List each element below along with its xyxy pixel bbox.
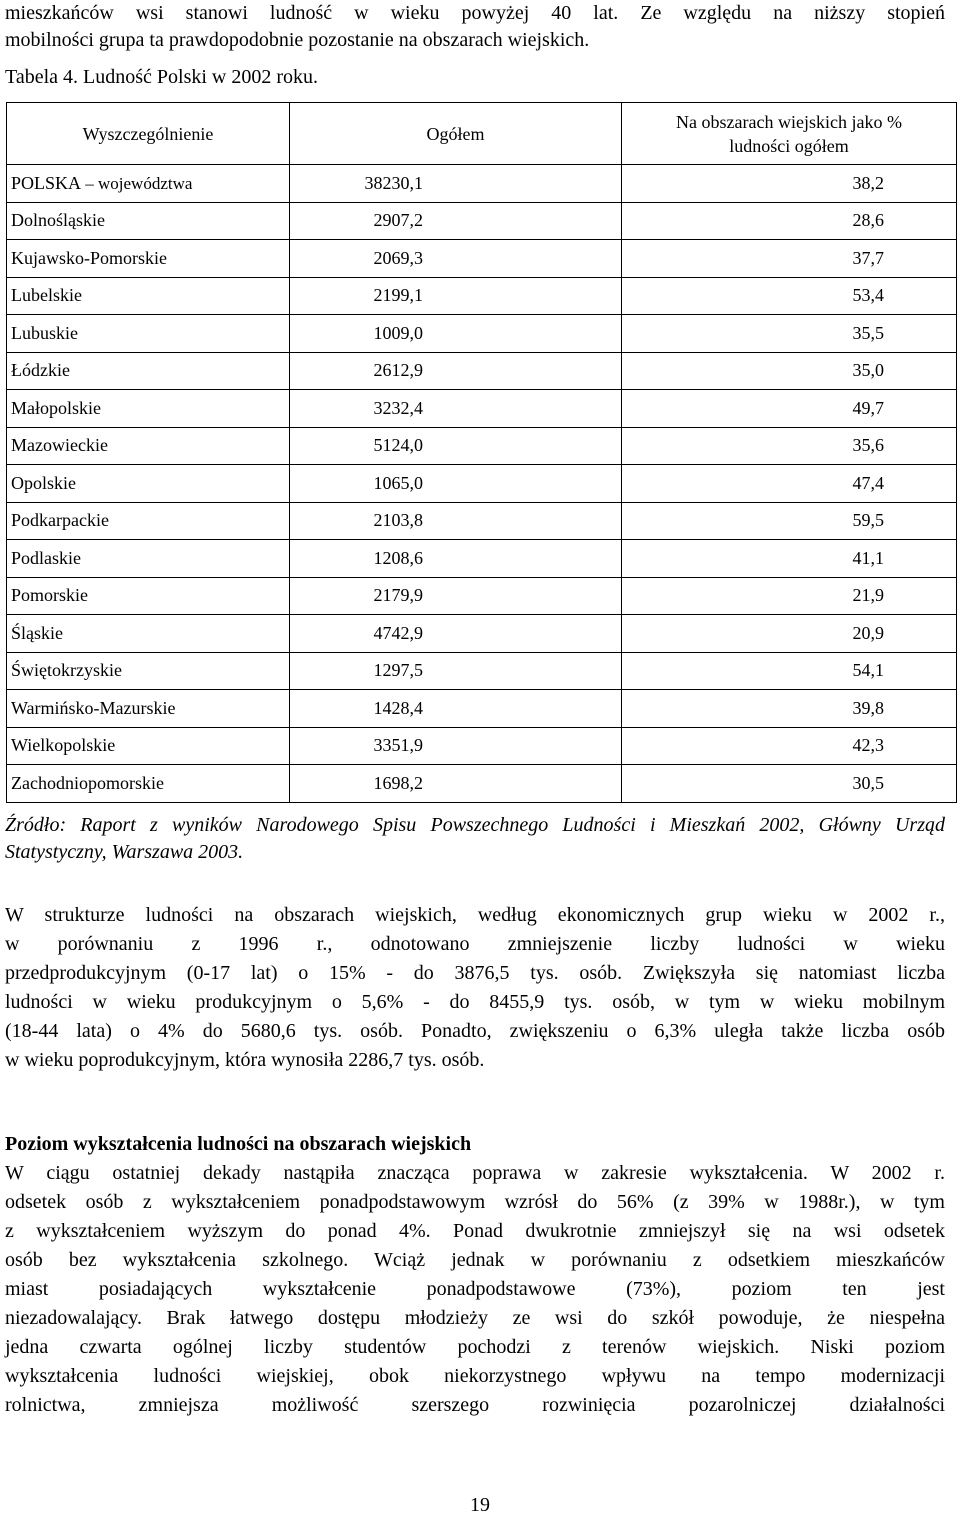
- row-total-value: 1698,2: [290, 765, 622, 803]
- table-header-row: [7, 103, 957, 165]
- paragraph1-line: w wieku poprodukcyjnym, która wynosiła 2286,7 tys. osób.: [5, 1049, 485, 1071]
- paragraph-age-structure: [5, 901, 945, 1075]
- row-label: Warmińsko-Mazurskie: [7, 690, 290, 728]
- paragraph2-line: miast posiadających wykształcenie ponadpodstawowe (73%), poziom ten jest: [5, 1278, 945, 1300]
- row-total-value: 1428,4: [290, 690, 622, 728]
- row-total-value: 4742,9: [290, 615, 622, 653]
- row-total-value: 38230,1: [290, 165, 622, 203]
- row-label: Wielkopolskie: [7, 727, 290, 765]
- row-total-value: 1009,0: [290, 315, 622, 353]
- row-total-value: 1297,5: [290, 652, 622, 690]
- row-rural-percent: 39,8: [622, 690, 957, 728]
- row-rural-percent: 21,9: [622, 577, 957, 615]
- table-row: [7, 427, 957, 465]
- source-line-1: Źródło: Raport z wyników Narodowego Spisu Powszechnego Ludności i Mieszkań 2002, Główny Urząd: [5, 814, 945, 836]
- paragraph-education: [5, 1159, 945, 1420]
- row-rural-percent: 49,7: [622, 390, 957, 428]
- row-label: Kujawsko-Pomorskie: [7, 240, 290, 278]
- row-rural-percent: 20,9: [622, 615, 957, 653]
- row-label: Podkarpackie: [7, 502, 290, 540]
- row-rural-percent: 28,6: [622, 202, 957, 240]
- row-rural-percent: 35,5: [622, 315, 957, 353]
- row-total-value: 2907,2: [290, 202, 622, 240]
- row-label: Dolnośląskie: [7, 202, 290, 240]
- row-label: Małopolskie: [7, 390, 290, 428]
- row-rural-percent: 59,5: [622, 502, 957, 540]
- row-label: Mazowieckie: [7, 427, 290, 465]
- row-total-value: 3232,4: [290, 390, 622, 428]
- paragraph1-line: ludności w wieku produkcyjnym o 5,6% - do 8455,9 tys. osób, w tym w wieku mobilnym: [5, 991, 945, 1013]
- header-rural-percent: [622, 103, 957, 165]
- header-description: Wyszczególnienie: [7, 103, 290, 165]
- row-label: Łódzkie: [7, 352, 290, 390]
- paragraph1-line: W strukturze ludności na obszarach wiejskich, według ekonomicznych grup wieku w 2002 r.,: [5, 904, 945, 926]
- paragraph2-line: osób bez wykształcenia szkolnego. Wciąż jednak w porównaniu z odsetkiem mieszkańców: [5, 1249, 945, 1271]
- population-table: [6, 102, 957, 803]
- table-row: [7, 577, 957, 615]
- table-row: [7, 277, 957, 315]
- row-rural-percent: 35,0: [622, 352, 957, 390]
- paragraph2-line: z wykształceniem wyższym do ponad 4%. Ponad dwukrotnie zmniejszył się na wsi odsetek: [5, 1220, 945, 1242]
- table-row: [7, 352, 957, 390]
- table-source-note: [5, 812, 945, 866]
- paragraph2-line: niezadowalający. Brak łatwego dostępu młodzieży ze wsi do szkół powoduje, że niespełna: [5, 1307, 945, 1329]
- row-label: Opolskie: [7, 465, 290, 503]
- table-row: [7, 465, 957, 503]
- row-rural-percent: 30,5: [622, 765, 957, 803]
- row-label: Świętokrzyskie: [7, 652, 290, 690]
- row-rural-percent: 38,2: [622, 165, 957, 203]
- paragraph1-line: w porównaniu z 1996 r., odnotowano zmniejszenie liczby ludności w wieku: [5, 933, 945, 955]
- row-total-value: 2199,1: [290, 277, 622, 315]
- row-total-value: 2179,9: [290, 577, 622, 615]
- paragraph2-line: rolnictwa, zmniejsza możliwość szerszego rozwinięcia pozarolniczej działalności: [5, 1394, 945, 1416]
- table-row: [7, 690, 957, 728]
- row-label: Śląskie: [7, 615, 290, 653]
- row-total-value: 3351,9: [290, 727, 622, 765]
- row-label: Pomorskie: [7, 577, 290, 615]
- row-rural-percent: 47,4: [622, 465, 957, 503]
- paragraph2-line: odsetek osób z wykształceniem ponadpodstawowym wzrósł do 56% (z 39% w 1988r.), w tym: [5, 1191, 945, 1213]
- row-rural-percent: 42,3: [622, 727, 957, 765]
- table-row-total: [7, 165, 957, 203]
- header-total: Ogółem: [290, 103, 622, 165]
- row-label: Lubelskie: [7, 277, 290, 315]
- table-row: [7, 615, 957, 653]
- intro-line-2: mobilności grupa ta prawdopodobnie pozostanie na obszarach wiejskich.: [5, 29, 590, 51]
- paragraph2-line: jedna czwarta ogólnej liczby studentów pochodzi z terenów wiejskich. Niski poziom: [5, 1336, 945, 1358]
- row-total-value: 1065,0: [290, 465, 622, 503]
- paragraph2-line: W ciągu ostatniej dekady nastąpiła znacząca poprawa w zakresie wykształcenia. W 2002 r.: [5, 1162, 945, 1184]
- intro-line-1: mieszkańców wsi stanowi ludność w wieku powyżej 40 lat. Ze względu na niższy stopień: [5, 2, 945, 24]
- table-row: [7, 202, 957, 240]
- source-line-2: Statystyczny, Warszawa 2003.: [5, 841, 244, 863]
- row-rural-percent: 37,7: [622, 240, 957, 278]
- table-row: [7, 540, 957, 578]
- row-label: Zachodniopomorskie: [7, 765, 290, 803]
- paragraph1-line: przedprodukcyjnym (0-17 lat) o 15% - do 3876,5 tys. osób. Zwiększyła się natomiast liczba: [5, 962, 945, 984]
- page-number: 19: [470, 1494, 490, 1516]
- row-label: Lubuskie: [7, 315, 290, 353]
- voivodeships-label: – województwa: [81, 173, 193, 193]
- row-rural-percent: 35,6: [622, 427, 957, 465]
- row-total-value: 5124,0: [290, 427, 622, 465]
- table-row: [7, 727, 957, 765]
- row-total-value: 2612,9: [290, 352, 622, 390]
- table-row: [7, 652, 957, 690]
- row-label: [7, 165, 290, 203]
- paragraph1-line: (18-44 lata) o 4% do 5680,6 tys. osób. Ponadto, zwiększeniu o 6,3% uległa także liczba osób: [5, 1020, 945, 1042]
- table-row: [7, 502, 957, 540]
- row-label: Podlaskie: [7, 540, 290, 578]
- table-caption: Tabela 4. Ludność Polski w 2002 roku.: [5, 66, 319, 88]
- section-heading: Poziom wykształcenia ludności na obszarach wiejskich: [5, 1133, 472, 1155]
- table-row: [7, 240, 957, 278]
- row-rural-percent: 41,1: [622, 540, 957, 578]
- row-total-value: 2103,8: [290, 502, 622, 540]
- row-total-value: 2069,3: [290, 240, 622, 278]
- table-row: [7, 765, 957, 803]
- header-rural-percent-line2: ludności ogółem: [729, 135, 849, 156]
- paragraph2-line: wykształcenia ludności wiejskiej, obok niekorzystnego wpływu na tempo modernizacji: [5, 1365, 945, 1387]
- row-total-value: 1208,6: [290, 540, 622, 578]
- table-row: [7, 315, 957, 353]
- table-row: [7, 390, 957, 428]
- country-label: POLSKA: [11, 172, 82, 193]
- education-section: [5, 1130, 945, 1420]
- header-rural-percent-line1: Na obszarach wiejskich jako %: [676, 111, 902, 132]
- row-rural-percent: 54,1: [622, 652, 957, 690]
- row-rural-percent: 53,4: [622, 277, 957, 315]
